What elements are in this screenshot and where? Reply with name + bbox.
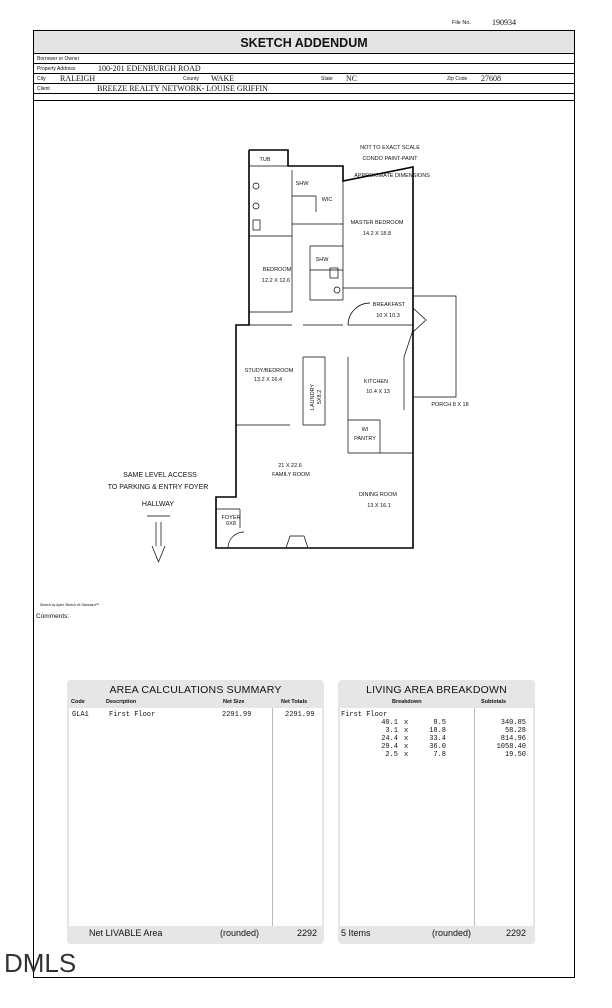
net-livable-value: 2292 [297, 928, 318, 938]
breakdown-a: 2.5 [385, 751, 398, 759]
breakdown-value: 2292 [506, 928, 527, 938]
room-tub: TUB [259, 157, 271, 163]
living-breakdown-body [340, 708, 533, 926]
area-summary-body [69, 708, 322, 926]
county-value: WAKE [211, 74, 235, 83]
col-breakdown: Breakdown [392, 699, 422, 705]
software-credit: Sketch by Apex Sketch v5 Standard™ [40, 603, 100, 607]
room-shw-1: SHW [295, 181, 309, 187]
hallway-label: HALLWAY [141, 501, 175, 508]
room-wi: WI [361, 427, 369, 433]
county-label: County [183, 76, 199, 82]
room-dining-dim: 13 X 16.1 [367, 503, 391, 509]
breakdown-x: x [404, 743, 409, 751]
room-bedroom: BEDROOM [262, 267, 292, 273]
breakdown-a: 24.4 [381, 735, 398, 743]
note-scale: NOT TO EXACT SCALE [360, 145, 420, 151]
breakdown-b: 33.4 [429, 735, 446, 743]
room-shw-2: SHW [315, 257, 329, 263]
breakdown-subtotal: 340.85 [500, 719, 526, 727]
room-dining: DINING ROOM [359, 492, 397, 498]
breakdown-b: 7.8 [433, 751, 446, 759]
living-breakdown-panel [338, 680, 535, 944]
col-divider [474, 708, 475, 926]
client-label: Client [37, 86, 50, 92]
breakdown-a: 40.1 [381, 719, 398, 727]
porch-outline [413, 296, 456, 397]
breakdown-rounded: (rounded) [432, 928, 472, 938]
col-net-totals: Net Totals [281, 699, 308, 705]
room-master: MASTER BEDROOM [350, 220, 404, 226]
file-no-label: File No. [452, 20, 471, 26]
comments-label: Comments: [36, 613, 70, 620]
outer-wall [216, 150, 413, 548]
row-net-size: 2291.99 [222, 711, 252, 719]
area-summary-panel [67, 680, 324, 944]
room-breakfast-dim: 10 X 10.3 [376, 313, 400, 319]
living-breakdown-title: LIVING AREA BREAKDOWN [366, 684, 507, 696]
room-family: FAMILY ROOM [272, 472, 310, 478]
room-laundry: LAUNDRY [310, 383, 316, 411]
breakdown-subtotal: 19.50 [504, 751, 526, 759]
room-wic: WIC [321, 197, 333, 203]
area-summary-title: AREA CALCULATIONS SUMMARY [109, 684, 282, 696]
breakdown-x: x [404, 727, 409, 735]
room-foyer-dim: 6X8 [226, 521, 236, 527]
breakdown-a: 29.4 [381, 743, 398, 751]
net-livable-label: Net LIVABLE Area [89, 928, 163, 938]
col-divider [272, 708, 273, 926]
room-porch: PORCH 8 X 18 [431, 402, 469, 408]
page-title: SKETCH ADDENDUM [33, 30, 575, 54]
note-paint: CONDO PAINT-PAINT [362, 156, 418, 162]
dmls-watermark: DMLS [4, 948, 77, 978]
col-subtotals: Subtotals [481, 699, 507, 705]
row-description: First Floor [109, 711, 156, 719]
room-laundry-dim: 5X8.2 [317, 389, 323, 405]
room-foyer: FOYER [221, 515, 241, 521]
room-kitchen-dim: 10.4 X 13 [366, 389, 390, 395]
room-master-dim: 14.2 X 18.8 [362, 231, 392, 237]
breakdown-group: First Floor [341, 711, 388, 719]
room-bedroom-dim: 12.2 X 12.6 [261, 278, 291, 284]
room-breakfast: BREAKFAST [372, 302, 406, 308]
breakdown-items: 5 Items [341, 928, 371, 938]
breakdown-subtotal: 58.28 [504, 727, 526, 735]
city-value: RALEIGH [60, 74, 96, 83]
city-label: City [37, 76, 46, 82]
state-label: State [321, 76, 333, 82]
address-label: Property Address [37, 66, 76, 72]
state-value: NC [346, 74, 358, 83]
access-note-line2: TO PARKING & ENTRY FOYER [107, 484, 209, 491]
breakdown-b: 36.0 [429, 743, 446, 751]
address-value: 100-201 EDENBURGH ROAD [98, 64, 201, 73]
room-family-dim: 21 X 22.6 [278, 463, 302, 469]
zip-label: Zip Code [447, 76, 468, 82]
breakdown-subtotal: 814.96 [500, 735, 526, 743]
breakdown-x: x [404, 719, 409, 727]
net-livable-rounded: (rounded) [220, 928, 260, 938]
borrower-label: Borrower or Owner [37, 56, 80, 62]
room-study: STUDY/BEDROOM [244, 368, 294, 374]
col-description: Description [106, 699, 137, 705]
client-value: BREEZE REALTY NETWORK- LOUISE GRIFFIN [97, 84, 268, 93]
breakdown-x: x [404, 735, 409, 743]
room-study-dim: 13.2 X 16.4 [253, 377, 283, 383]
row-net-total: 2291.99 [285, 711, 315, 719]
zip-value: 27608 [481, 74, 501, 83]
row-code: GLA1 [72, 711, 89, 719]
room-kitchen: KITCHEN [363, 379, 389, 385]
breakdown-a: 3.1 [385, 727, 398, 735]
breakdown-subtotal: 1058.40 [496, 743, 526, 751]
col-net-size: Net Size [223, 699, 245, 705]
access-note-line1: SAME LEVEL ACCESS [123, 472, 197, 479]
file-no-value: 190934 [492, 18, 516, 27]
room-pantry: PANTRY [354, 436, 376, 442]
breakdown-x: x [404, 751, 409, 759]
breakdown-b: 18.8 [429, 727, 446, 735]
col-code: Code [71, 699, 85, 705]
breakdown-b: 8.5 [433, 719, 446, 727]
note-dimensions: APPROXIMATE DIMENSIONS [354, 173, 430, 179]
